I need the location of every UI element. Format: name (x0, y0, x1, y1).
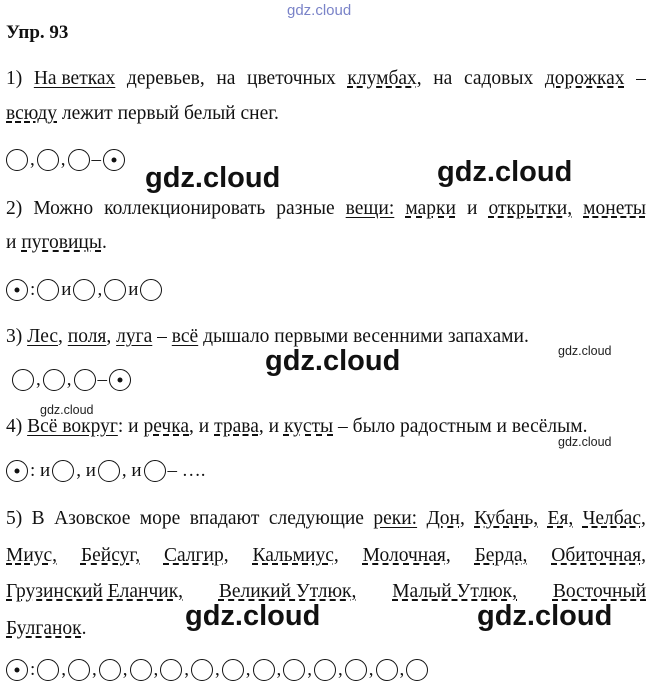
item-2-word: Можно (33, 198, 94, 219)
item-5-word: Дон, (426, 508, 465, 529)
scheme-circle-icon (314, 659, 336, 681)
watermark-big: gdz.cloud (437, 156, 573, 188)
item-5-word: Булганок (6, 618, 82, 639)
item-1-word: цветочных (247, 68, 336, 89)
item-2-word: пуговицы (21, 232, 102, 253)
item-2-line-2: и пуговицы. (6, 232, 107, 253)
scheme-circle-icon (406, 659, 428, 681)
item-5-word: Грузинский Еланчик, (6, 581, 184, 602)
scheme-circle-icon (73, 279, 95, 301)
item-5-number: 5) (6, 508, 23, 529)
item-5-word: Миус, (6, 545, 58, 566)
item-2-word: коллекционировать (104, 198, 266, 219)
watermark-big: gdz.cloud (185, 600, 321, 632)
item-5-word: Кубань, (474, 508, 539, 529)
item-1-word: на (433, 68, 453, 89)
scheme-dot-circle-icon (6, 460, 28, 482)
item-1-dash: – (636, 68, 646, 89)
item-3-scheme: , , – (12, 369, 131, 391)
item-1-word: На ветках (33, 68, 116, 89)
scheme-circle-icon (160, 659, 182, 681)
scheme-circle-icon (43, 369, 65, 391)
scheme-dot-circle-icon (6, 659, 28, 681)
item-1-word: всюду (6, 103, 57, 124)
item-5-word: Челбас, (582, 508, 646, 529)
exercise-title: Упр. 93 (6, 22, 69, 43)
scheme-circle-icon (37, 659, 59, 681)
item-2-word: вещи: (345, 198, 395, 219)
item-2-word: марки (405, 198, 456, 219)
item-5-line-4: Булганок. (6, 618, 87, 639)
item-4-line-1: 4) Всё вокруг: и речка, и трава, и кусты – было радостным и весёлым. (6, 416, 588, 437)
scheme-circle-icon (376, 659, 398, 681)
item-2-word: разные (276, 198, 335, 219)
item-2-word: открытки, (488, 198, 573, 219)
scheme-circle-icon (191, 659, 213, 681)
scheme-circle-icon (222, 659, 244, 681)
item-5-word: Салгир, (163, 545, 229, 566)
item-1-line-2 (6, 103, 279, 125)
item-2-scheme: : и , и (6, 279, 162, 301)
scheme-circle-icon (68, 659, 90, 681)
item-5-word: Кальмиус, (252, 545, 339, 566)
item-5-word: Великий Утлюк, (218, 581, 357, 602)
item-4-word: Всё вокруг (27, 416, 118, 437)
scheme-circle-icon (99, 659, 121, 681)
scheme-circle-icon (37, 279, 59, 301)
watermark-top: gdz.cloud (287, 2, 352, 19)
item-3-line-1: 3) Лес, поля, луга – всё дышало первыми весенними запахами. (6, 326, 529, 347)
watermark-small: gdz.cloud (558, 344, 612, 358)
item-1-scheme: , , – (6, 149, 125, 171)
watermark-big: gdz.cloud (265, 345, 401, 377)
item-5-line-1: 5) В Азовское море впадают следующие реки: Дон, Кубань, Ея, Челбас, (6, 508, 646, 529)
scheme-dot-circle-icon (103, 149, 125, 171)
item-2-line-1 (6, 198, 646, 220)
item-1-number: 1) (6, 68, 23, 89)
item-1-word: на (216, 68, 236, 89)
watermark-small: gdz.cloud (40, 403, 94, 417)
item-3-word: всё (171, 326, 199, 347)
item-5-word: Восточный (552, 581, 646, 602)
item-1-word: деревьев, (126, 68, 205, 89)
watermark-big: gdz.cloud (145, 162, 281, 194)
item-5-word: Обиточная, (551, 545, 646, 566)
scheme-circle-icon (98, 460, 120, 482)
scheme-circle-icon (52, 460, 74, 482)
item-5-word: Малый Утлюк, (392, 581, 518, 602)
item-4-word: кусты (283, 416, 334, 437)
item-2-word: монеты (583, 198, 646, 219)
item-1-word: дорожках (544, 68, 625, 89)
item-1-text: лежит первый белый снег. (57, 103, 279, 124)
item-3-word: луга (116, 326, 153, 347)
scheme-dot-circle-icon (109, 369, 131, 391)
item-3-word: Лес (27, 326, 59, 347)
scheme-circle-icon (345, 659, 367, 681)
item-5-word: Бейсуг, (80, 545, 141, 566)
scheme-dot-circle-icon (6, 279, 28, 301)
scheme-circle-icon (12, 369, 34, 391)
scheme-circle-icon (283, 659, 305, 681)
item-4-scheme: : и , и , и – …. (6, 460, 208, 482)
scheme-circle-icon (144, 460, 166, 482)
scheme-circle-icon (104, 279, 126, 301)
item-5-word: Ея, (547, 508, 574, 529)
item-5-word: Молочная, (362, 545, 451, 566)
scheme-circle-icon (6, 149, 28, 171)
scheme-circle-icon (140, 279, 162, 301)
item-2-number: 2) (6, 198, 23, 219)
scheme-circle-icon (74, 369, 96, 391)
item-1-word: клумбах, (347, 68, 422, 89)
watermark-big: gdz.cloud (477, 600, 613, 632)
item-2-word: и (466, 198, 478, 219)
item-4-word: трава (214, 416, 259, 437)
item-5-word: реки: (373, 508, 418, 529)
item-5-word: Берда, (474, 545, 528, 566)
scheme-circle-icon (37, 149, 59, 171)
item-5-line-2 (6, 545, 646, 567)
scheme-circle-icon (130, 659, 152, 681)
item-4-word: речка (143, 416, 190, 437)
item-1-word: садовых (463, 68, 534, 89)
scheme-circle-icon (68, 149, 90, 171)
item-1-line-1 (6, 68, 646, 90)
scheme-circle-icon (253, 659, 275, 681)
watermark-small: gdz.cloud (558, 435, 612, 449)
item-3-word: поля (67, 326, 107, 347)
item-5-scheme: : , , , , , , , , , , , , (6, 659, 428, 681)
